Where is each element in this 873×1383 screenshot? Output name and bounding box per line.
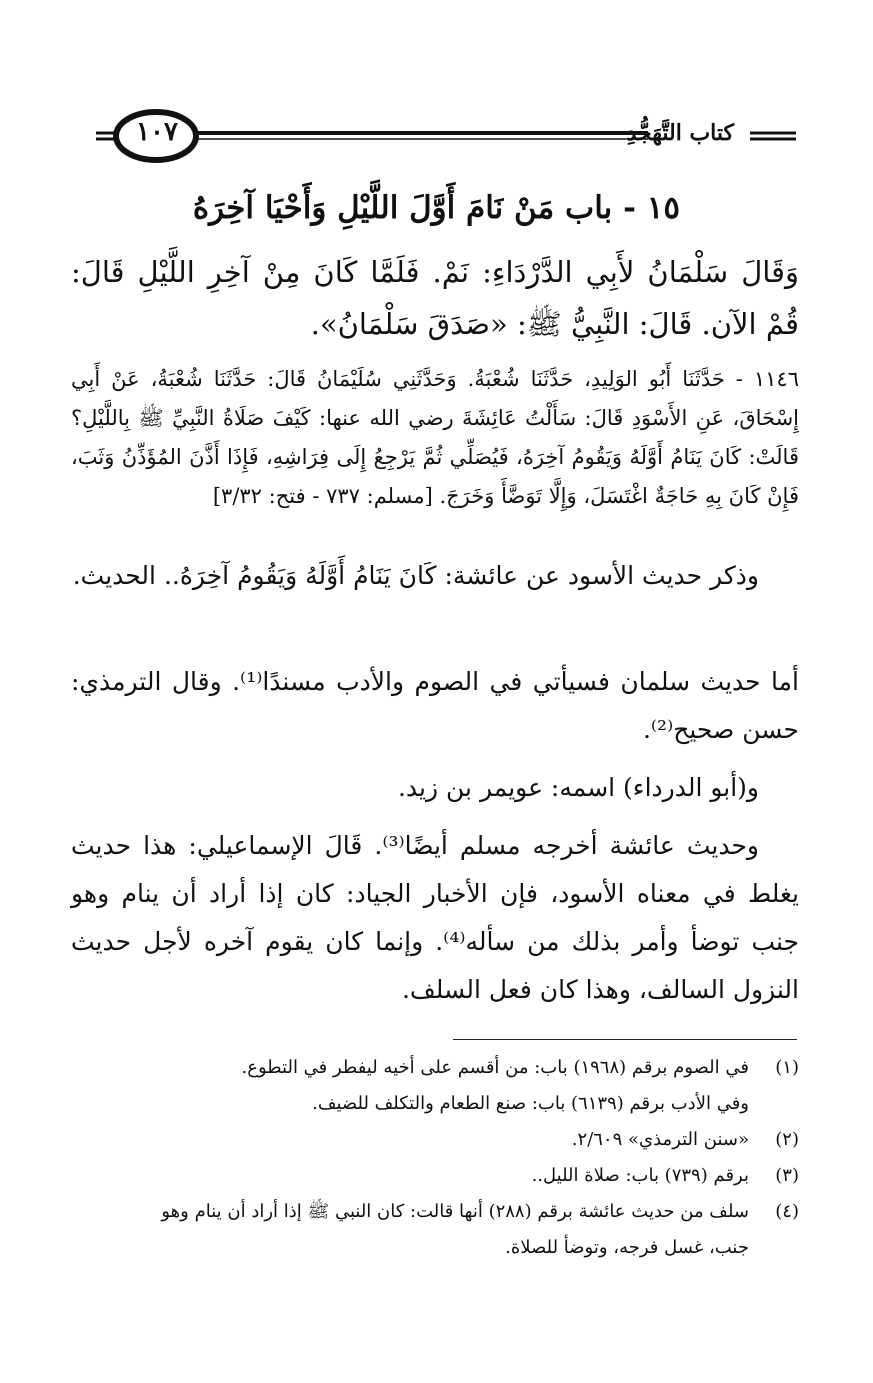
running-header — [96, 104, 808, 168]
footnotes — [71, 1050, 799, 1266]
footnote — [71, 1194, 799, 1266]
hadith-text: ١١٤٦ - حَدَّثَنَا أَبُو الوَلِيدِ، حَدَّثَنَا شُعْبَةُ. وَحَدَّثَنِي سُلَيْمَانُ قَالَ: حَدَّثَنَا شُعْبَةُ، عَنْ أَبِي إِسْحَاقَ، عَنِ الأَسْوَدِ قَالَ: سَأَلْتُ عَائِشَةَ رضي الله عنها: كَيْفَ صَلَاةُ النَّبِيِّ ﷺ بِاللَّيْلِ؟ قَالَتْ: كَانَ يَنَامُ أَوَّلَهُ وَيَقُومُ آخِرَهُ، فَيُصَلِّي ثُمَّ يَرْجِعُ إِلَى فِرَاشِهِ، فَإِذَا أَذَّنَ المُؤَذِّنُ وَثَبَ، فَإِنْ كَانَ بِهِ حَاجَةٌ اغْتَسَلَ، وَإِلَّا تَوَضَّأَ وَخَرَجَ. [مسلم: ٧٣٧ - فتح: ٣/٣٢] — [71, 367, 799, 508]
commentary-paragraph: أما حديث سلمان فسيأتي في الصوم والأدب مسندًا⁽¹⁾. وقال الترمذي: حسن صحيح⁽²⁾. — [71, 667, 799, 744]
commentary-paragraph: و(أبو الدرداء) اسمه: عويمر بن زيد. — [397, 773, 759, 802]
footnote-line: برقم (٧٣٩) باب: صلاة الليل.. — [531, 1165, 749, 1186]
footnote-number: (١) — [775, 1057, 799, 1078]
footnote-line: سلف من حديث عائشة برقم (٢٨٨) أنها قالت: كان النبي ﷺ إذا أراد أن ينام وهو — [161, 1201, 749, 1222]
footnote — [71, 1050, 799, 1122]
footnote-number: (٢) — [775, 1129, 799, 1150]
commentary-paragraph: وحديث عائشة أخرجه مسلم أيضًا⁽³⁾. قَالَ الإسماعيلي: هذا حديث يغلط في معناه الأسود، فإن الأخبار الجياد: كان إذا أراد أن ينام وهو جنب توضأ وأمر بذلك من سأله⁽⁴⁾. وإنما كان يقوم آخره لأجل حديث النزول السالف، وهذا كان فعل السلف. — [71, 831, 799, 1004]
chapter-title: ١٥ - باب مَنْ نَامَ أَوَّلَ اللَّيْلِ وَأَحْيَا آخِرَهُ — [192, 190, 681, 226]
footnote-line: في الصوم برقم (١٩٦٨) باب: من أقسم على أخيه ليفطر في التطوع. — [241, 1057, 749, 1078]
footnote — [71, 1122, 799, 1158]
footnote-separator — [453, 1039, 797, 1040]
book-title: كتاب التَّهَجُّدِ — [626, 120, 734, 146]
footnote — [71, 1158, 799, 1194]
footnote-number: (٤) — [775, 1201, 799, 1222]
footnote-line: جنب، غسل فرجه، وتوضأ للصلاة. — [505, 1237, 749, 1258]
footnote-line: «سنن الترمذي» ٢/٦٠٩. — [571, 1129, 749, 1150]
commentary-paragraph: وذكر حديث الأسود عن عائشة: كَانَ يَنَامُ أَوَّلَهُ وَيَقُومُ آخِرَهُ.. الحديث. — [72, 561, 759, 590]
page-number: ١٠٧ — [136, 117, 178, 147]
narration-quote: وَقَالَ سَلْمَانُ لأَبِي الدَّرْدَاءِ: نَمْ. فَلَمَّا كَانَ مِنْ آخِرِ اللَّيْلِ قَالَ: قُمْ الآن. قَالَ: النَّبِيُّ ﷺ: «صَدَقَ سَلْمَانُ». — [71, 255, 799, 341]
footnote-line: وفي الأدب برقم (٦١٣٩) باب: صنع الطعام والتكلف للضيف. — [312, 1093, 749, 1114]
footnote-number: (٣) — [775, 1165, 799, 1186]
